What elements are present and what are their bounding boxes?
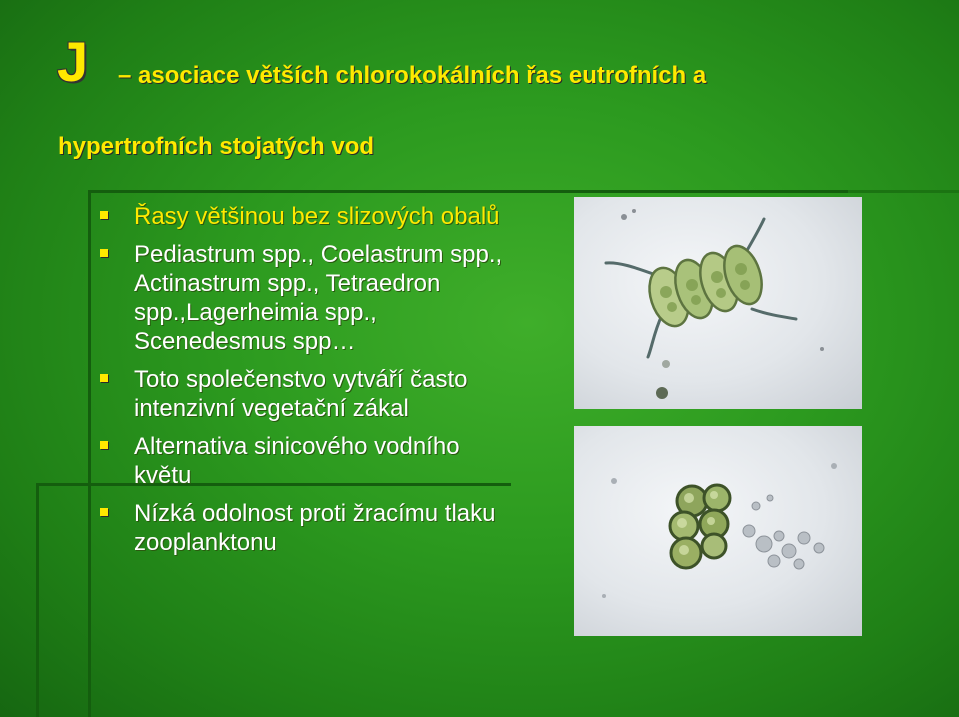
- bullet-item: [98, 499, 508, 557]
- square-bullet-icon: [100, 441, 108, 449]
- bullet-item: [98, 240, 508, 356]
- bullet-item: [98, 202, 508, 231]
- frame-line-top: [88, 190, 848, 193]
- title-line-1: – asociace větších chlorokokálních řas eutrofních a: [118, 62, 707, 89]
- bullet-item: [98, 432, 508, 490]
- bullet-text: Alternativa sinicového vodního květu: [134, 433, 460, 489]
- bullet-text: Řasy většinou bez slizových obalů: [134, 203, 500, 230]
- title-line-2: hypertrofních stojatých vod: [58, 133, 375, 160]
- square-bullet-icon: [100, 249, 108, 257]
- title-letter: J: [57, 30, 89, 93]
- scenedesmus-micrograph: [574, 197, 862, 409]
- square-bullet-icon: [100, 211, 108, 219]
- bullet-text: Nízká odolnost proti žracímu tlaku zooplanktonu: [134, 500, 496, 556]
- coelastrum-micrograph: [574, 426, 862, 636]
- bullet-list: [98, 202, 508, 566]
- bullet-text: Pediastrum spp., Coelastrum spp., Actinastrum spp., Tetraedron spp.,Lagerheimia spp., Scenedesmus spp…: [134, 241, 503, 355]
- bullet-text: Toto společenstvo vytváří často intenzivní vegetační zákal: [134, 366, 468, 422]
- frame-line-left: [88, 190, 91, 717]
- bullet-item: [98, 365, 508, 423]
- square-bullet-icon: [100, 374, 108, 382]
- frame-line-top-right: [848, 190, 959, 193]
- frame-line-left-lower: [36, 483, 39, 717]
- square-bullet-icon: [100, 508, 108, 516]
